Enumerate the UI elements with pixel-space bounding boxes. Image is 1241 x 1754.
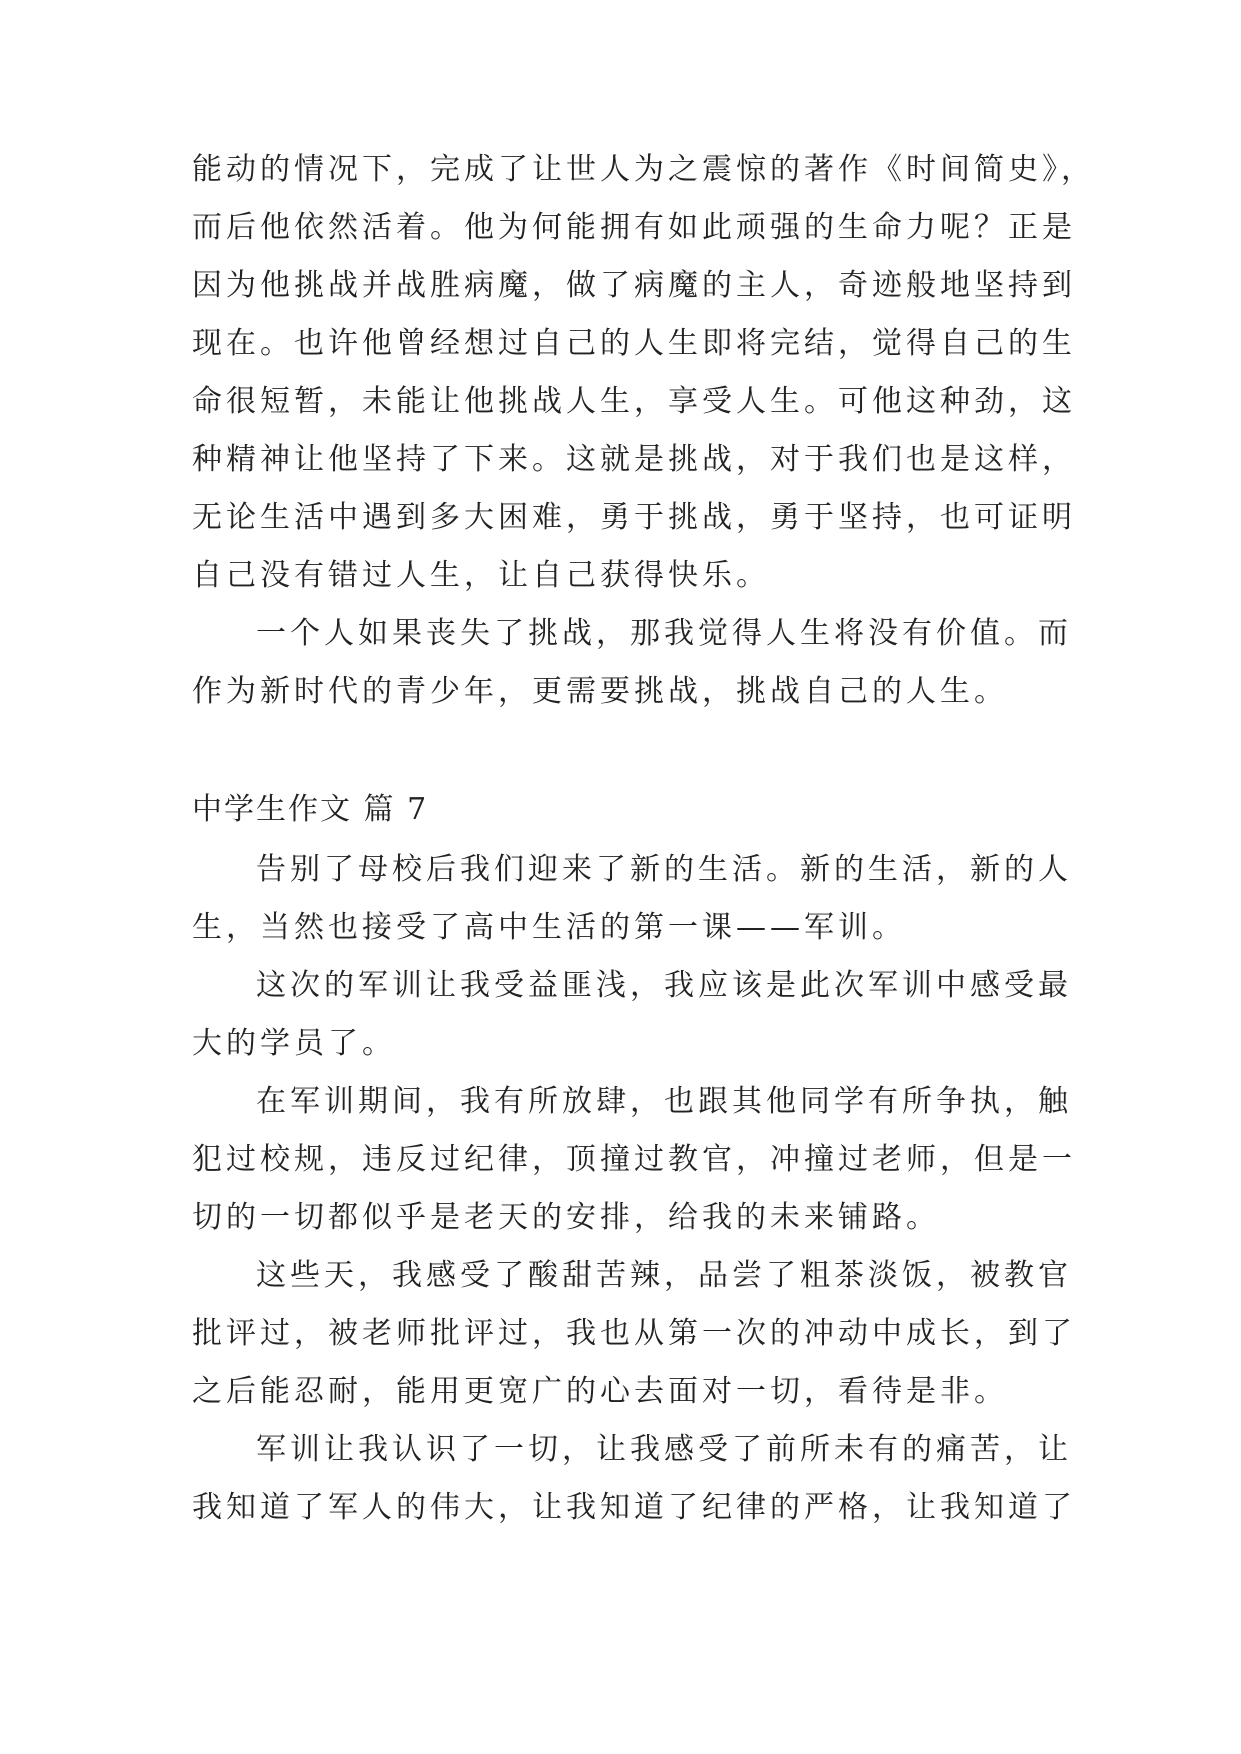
body-text-line: 我知道了军人的伟大，让我知道了纪律的严格，让我知道了 [192, 1490, 1076, 1525]
body-text-line: 批评过，被老师批评过，我也从第一次的冲动中成长，到了 [192, 1316, 1076, 1351]
body-text-line: 因为他挑战并战胜病魔，做了病魔的主人，奇迹般地坚持到 [192, 268, 1076, 303]
body-text-line: 这些天，我感受了酸甜苦辣，品尝了粗茶淡饭，被教官 [256, 1258, 1072, 1293]
body-text-line: 命很短暂，未能让他挑战人生，享受人生。可他这种劲，这 [192, 384, 1076, 419]
body-text-line: 一个人如果丧失了挑战，那我觉得人生将没有价值。而 [256, 616, 1072, 651]
body-text-line: 无论生活中遇到多大困难，勇于挑战，勇于坚持，也可证明 [192, 500, 1076, 535]
body-text-line: 这次的军训让我受益匪浅，我应该是此次军训中感受最 [256, 968, 1072, 1003]
body-text-line: 军训让我认识了一切，让我感受了前所未有的痛苦，让 [256, 1432, 1072, 1467]
body-text-line: 生，当然也接受了高中生活的第一课——军训。 [192, 910, 906, 945]
body-text-line: 能动的情况下，完成了让世人为之震惊的著作《时间简史》， [192, 152, 1095, 187]
body-text-line: 而后他依然活着。他为何能拥有如此顽强的生命力呢？正是 [192, 210, 1076, 245]
body-text-line: 自己没有错过人生，让自己获得快乐。 [192, 558, 770, 593]
body-text-line: 之后能忍耐，能用更宽广的心去面对一切，看待是非。 [192, 1374, 1008, 1409]
body-text-line: 在军训期间，我有所放肆，也跟其他同学有所争执，触 [256, 1084, 1072, 1119]
section-heading: 中学生作文 篇 7 [192, 792, 429, 827]
body-text-line: 大的学员了。 [192, 1026, 396, 1061]
body-text-line: 作为新时代的青少年，更需要挑战，挑战自己的人生。 [192, 674, 1008, 709]
body-text-line: 告别了母校后我们迎来了新的生活。新的生活，新的人 [256, 852, 1072, 887]
body-text-line: 切的一切都似乎是老天的安排，给我的未来铺路。 [192, 1200, 940, 1235]
body-text-line: 现在。也许他曾经想过自己的人生即将完结，觉得自己的生 [192, 326, 1076, 361]
body-text-line: 犯过校规，违反过纪律，顶撞过教官，冲撞过老师，但是一 [192, 1142, 1076, 1177]
body-text-line: 种精神让他坚持了下来。这就是挑战，对于我们也是这样， [192, 442, 1076, 477]
